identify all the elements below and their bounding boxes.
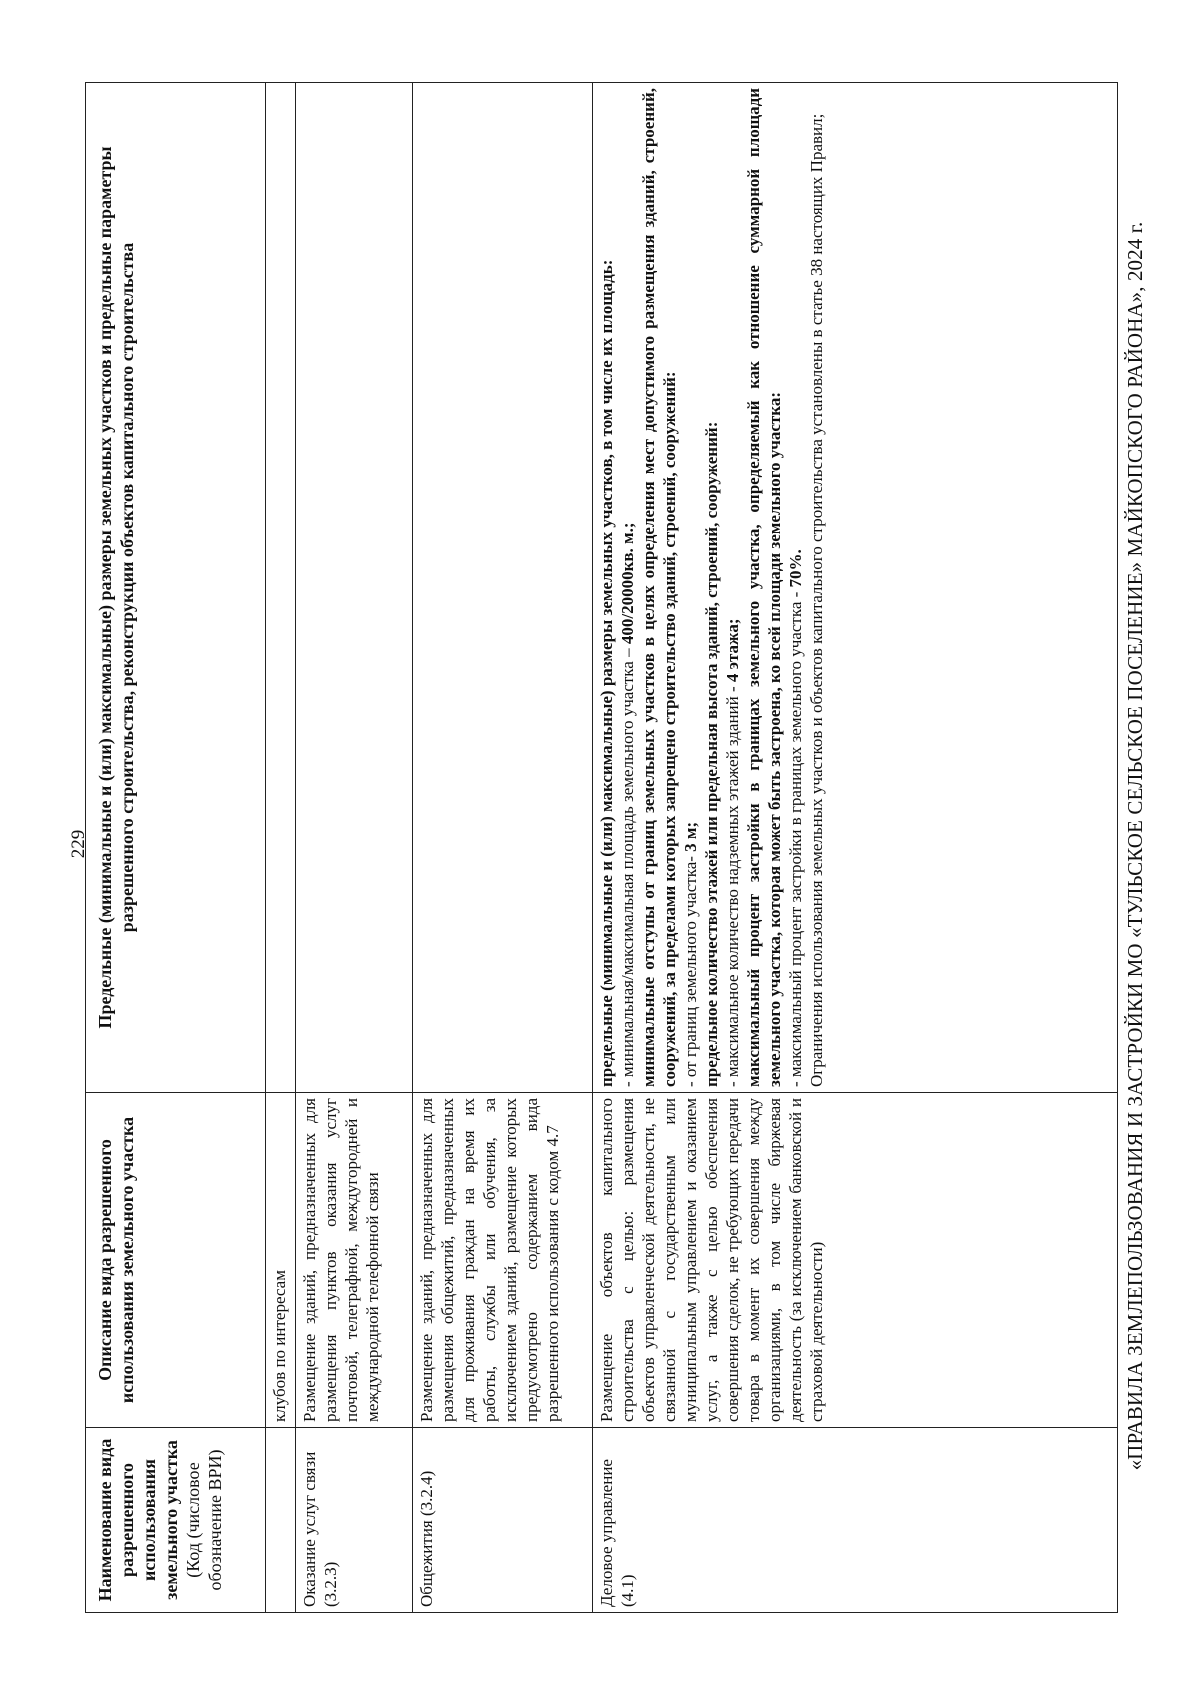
header-name-code: (Код (числовое обозначение ВРИ) (183, 1449, 225, 1591)
row-params (593, 83, 1118, 1093)
header-params-column: Предельные (минимальные и (или) максимальные) размеры земельных участков и предельные параметры разрешенного строительства, реконструкции объектов капитального строительства (86, 83, 266, 1093)
table-row (593, 83, 1118, 1613)
page-number: 229 (68, 829, 89, 859)
row-params (266, 83, 296, 1093)
table-row (266, 83, 296, 1613)
param-floors-value-line (722, 88, 743, 1087)
param-restrictions-note: Ограничения использования земельных участков и объектов капитального строительства установлены в статье 38 настоящих Правил; (807, 113, 826, 1087)
row-params (413, 83, 593, 1093)
param-floors-label: - максимальное количество надземных этажей зданий - (723, 682, 742, 1087)
row-description: клубов по интересам (266, 1093, 296, 1428)
param-floors-heading: предельное количество этажей или предельная высота зданий, строений, сооружений: (702, 421, 721, 1087)
param-coverage-value-line (785, 88, 806, 1087)
param-area-label: - минимальная/максимальная площадь земельного участка – (618, 644, 637, 1087)
param-setback-heading: минимальные отступы от границ земельных участков в целях определения мест допустимого размещения зданий, строений, сооружений, за пределами которых запрещено строительство зданий, строений, сооружений: (639, 88, 679, 1087)
row-name: Деловое управление (4.1) (593, 1428, 1118, 1613)
table-header-row (86, 83, 266, 1613)
row-description: Размещение зданий, предназначенных для размещения пунктов оказания услуг почтовой, телеграфной, междугородней и международной телефонной связи (296, 1093, 413, 1428)
param-setback-label: - от границ земельного участка- (681, 851, 700, 1087)
vri-table (85, 82, 1118, 1613)
param-area-value-line (617, 88, 638, 1087)
table-row (413, 83, 593, 1613)
row-params (296, 83, 413, 1093)
param-coverage-label: - максимальный процент застройки в границах земельного участка - (786, 587, 805, 1087)
param-coverage-heading: максимальный процент застройки в границах земельного участка, определяемый как отношение суммарной площади земельного участка, которая может быть застроена, ко всей площади земельного участка: (744, 88, 784, 1087)
param-setback-value-line (680, 88, 701, 1087)
header-description-column: Описание вида разрешенного использования земельного участка (86, 1093, 266, 1428)
param-setback-value: 3 м; (681, 821, 700, 852)
row-name: Общежития (3.2.4) (413, 1428, 593, 1613)
row-name: Оказание услуг связи (3.2.3) (296, 1428, 413, 1613)
table-row (296, 83, 413, 1613)
document-footer: «ПРАВИЛА ЗЕМЛЕПОЛЬЗОВАНИЯ И ЗАСТРОЙКИ МО «ТУЛЬСКОЕ СЕЛЬСКОЕ ПОСЕЛЕНИЕ» МАЙКОПСКОГО РАЙОНА», 2024 г. (1123, 221, 1147, 1471)
param-area-value: 400/20000кв. м.; (618, 522, 637, 645)
row-description: Размещение объектов капитального строительства с целью: размещения объектов управленческой деятельности, не связанной с государственным или муниципальным управлением и оказанием услуг, а также с целью обеспечения совершения сделок, не требующих передачи товара в момент их совершения между организациями, в том числе биржевая деятельность (за исключением банковской и страховой деятельности) (593, 1093, 1118, 1428)
header-name-column (86, 1428, 266, 1613)
param-area-heading: предельные (минимальные и (или) максимальные) размеры земельных участков, в том числе их площадь: (597, 259, 616, 1087)
row-name (266, 1428, 296, 1613)
header-name-bold: Наименование вида разрешенного использования земельного участка (95, 1438, 181, 1602)
row-description: Размещение зданий, предназначенных для размещения общежитий, предназначенных для проживания граждан на время их работы, службы или обучения, за исключением зданий, размещение которых предусмотрено содержанием вида разрешенного использования с кодом 4.7 (413, 1093, 593, 1428)
param-floors-value: 4 этажа; (723, 618, 742, 683)
param-coverage-value: 70%. (786, 549, 805, 588)
